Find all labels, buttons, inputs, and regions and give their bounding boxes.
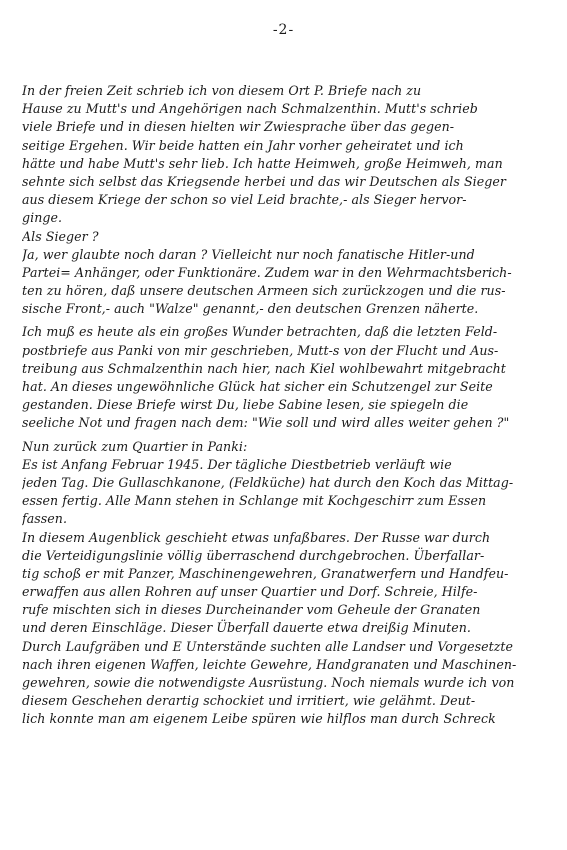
page-number: -2- (272, 22, 295, 38)
text-line: fassen. (22, 511, 68, 527)
text-line: gewehren, sowie die notwendigste Ausrüstung. Noch niemals wurde ich von (22, 675, 515, 690)
text-line: und deren Einschläge. Dieser Überfall dauerte etwa dreißig Minuten. (22, 620, 471, 636)
paragraph-4 (22, 438, 554, 729)
text-line: postbriefe aus Panki von mir geschrieben, Mutt-s von der Flucht und Aus- (22, 342, 499, 358)
text-line: aus diesem Kriege der schon so viel Leid brachte,- als Sieger hervor- (22, 192, 467, 208)
text-line: Durch Laufgräben und E Unterstände suchten alle Landser und Vorgesetzte (22, 638, 514, 654)
text-line: nach ihren eigenen Waffen, leichte Gewehre, Handgranaten und Maschinen- (22, 656, 517, 672)
text-line: ginge. (22, 210, 63, 226)
text-line: jeden Tag. Die Gullaschkanone, (Feldküche) hat durch den Koch das Mittag- (22, 474, 514, 490)
text-line: diesem Geschehen derartig schockiet und irritiert, wie gelähmt. Deut- (22, 693, 476, 709)
text-line: Ich muß es heute als ein großes Wunder betrachten, daß die letzten Feld- (22, 324, 498, 340)
text-line: rufe mischten sich in dieses Durcheinander vom Geheule der Granaten (22, 602, 481, 618)
text-line: Hause zu Mutt's und Angehörigen nach Schmalzenthin. Mutt's schrieb (22, 101, 478, 117)
text-line: In diesem Augenblick geschieht etwas unfaßbares. Der Russe war durch (22, 529, 491, 545)
text-line: viele Briefe und in diesen hielten wir Zwiesprache über das gegen- (22, 119, 455, 135)
text-line: tig schoß er mit Panzer, Maschinengewehren, Granatwerfern und Handfeu- (22, 565, 509, 581)
text-line: die Verteidigungslinie völlig überraschend durchgebrochen. Überfallar- (22, 547, 485, 563)
text-line: sische Front,- auch "Walze" genannt,- den deutschen Grenzen näherte. (22, 301, 479, 317)
letter-body (22, 82, 554, 729)
text-line: ten zu hören, daß unsere deutschen Armeen sich zurückzogen und die rus- (22, 283, 506, 299)
paragraph-3 (22, 323, 554, 432)
text-line: Ja, wer glaubte noch daran ? Vielleicht nur noch fanatische Hitler-und (22, 246, 475, 262)
text-line: seeliche Not und fragen nach dem: "Wie soll und wird alles weiter gehen ?" (22, 415, 510, 431)
text-line: In der freien Zeit schrieb ich von diesem Ort P. Briefe nach zu (22, 83, 422, 98)
text-line: hat. An dieses ungewöhnliche Glück hat sicher ein Schutzengel zur Seite (22, 379, 493, 394)
text-line: Partei= Anhänger, oder Funktionäre. Zudem war in den Wehrmachtsberich- (22, 264, 512, 280)
text-line: gestanden. Diese Briefe wirst Du, liebe Sabine lesen, sie spiegeln die (22, 397, 469, 413)
text-line: treibung aus Schmalzenthin nach hier, nach Kiel wohlbewahrt mitgebracht (22, 360, 506, 376)
text-line: Es ist Anfang Februar 1945. Der tägliche Diestbetrieb verläuft wie (22, 456, 452, 472)
text-line: erwaffen aus allen Rohren auf unser Quartier und Dorf. Schreie, Hilfe- (22, 584, 478, 600)
text-line: seitige Ergehen. Wir beide hatten ein Jahr vorher geheiratet und ich (22, 137, 464, 153)
text-line: lich konnte man am eigenem Leibe spüren wie hilflos man durch Schreck (22, 711, 496, 727)
text-line: hätte und habe Mutt's sehr lieb. Ich hatte Heimweh, große Heimweh, man (22, 155, 503, 171)
paragraph-2 (22, 228, 554, 319)
text-line: Nun zurück zum Quartier in Panki: (22, 438, 248, 454)
text-line: sehnte sich selbst das Kriegsende herbei und das wir Deutschen als Sieger (22, 173, 506, 189)
text-line: essen fertig. Alle Mann stehen in Schlange mit Kochgeschirr zum Essen (22, 493, 487, 509)
text-line: Als Sieger ? (22, 228, 99, 244)
paragraph-1 (22, 82, 554, 228)
